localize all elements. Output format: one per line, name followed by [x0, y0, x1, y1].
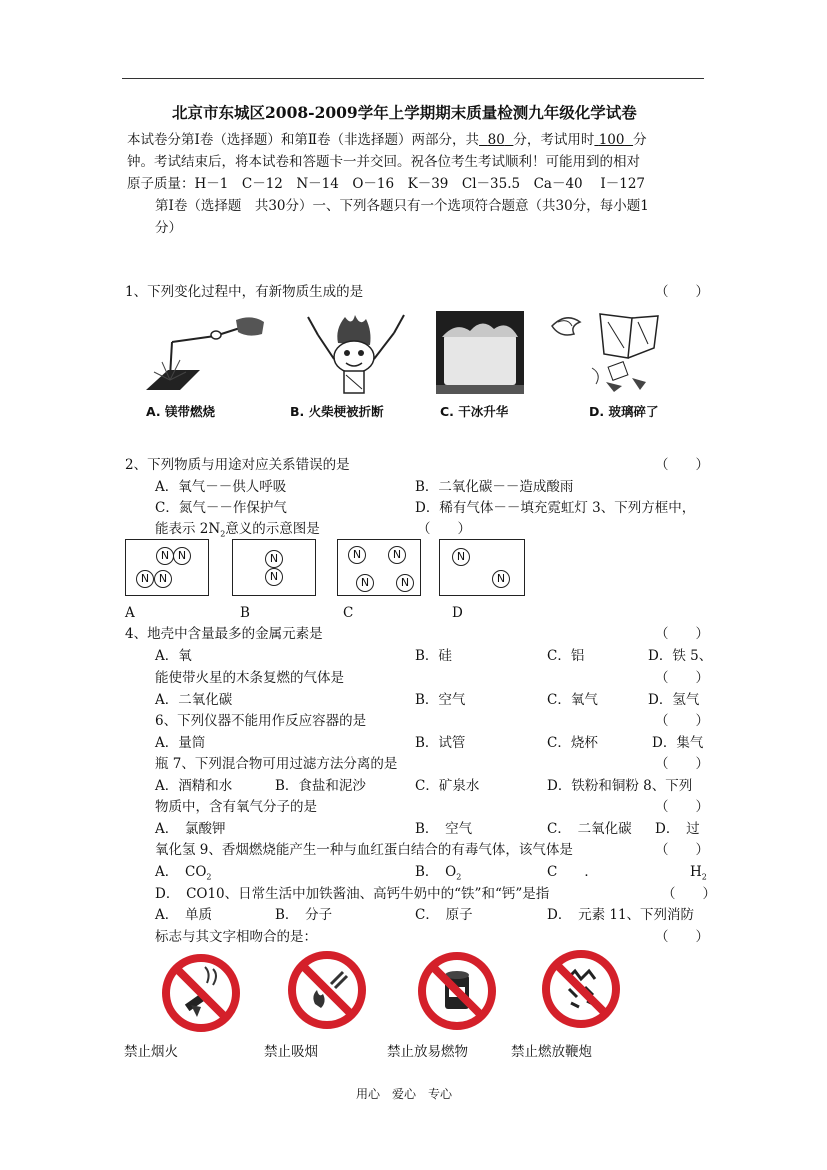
- q5-stem: 能使带火星的木条复燃的气体是: [155, 670, 344, 686]
- q2-option-c: C．氮气－－作保护气: [155, 500, 287, 516]
- q2-option-a: A．氧气－－供人呼吸: [155, 479, 287, 495]
- q3-box-d: N N: [439, 539, 525, 596]
- q5-option-c: C．氧气: [547, 692, 598, 708]
- intro-line-3: 原子质量：H－1 C－12 N－14 O－16 K－39 Cl－35.5 Ca－40 I－127: [127, 176, 646, 192]
- no-smoking-sign-icon: [287, 950, 367, 1030]
- q11-label-2: 禁止吸烟: [264, 1044, 318, 1060]
- q9-paren: （ ）: [655, 842, 709, 858]
- q11-label-3: 禁止放易燃物: [387, 1044, 468, 1060]
- q11-paren: （ ）: [655, 929, 709, 945]
- q4-option-b: B．硅: [415, 648, 452, 664]
- no-flammables-sign-icon: [417, 951, 497, 1031]
- q5-option-d: D．氢气: [648, 692, 700, 708]
- q4-paren: （ ）: [655, 626, 709, 642]
- q10-option-a: A． 单质: [155, 907, 212, 923]
- q3-box-c: N N N N: [337, 539, 421, 596]
- q6-stem: 6、下列仪器不能用作反应容器的是: [155, 713, 367, 729]
- footer-text: 用心 爱心 专心: [356, 1087, 453, 1101]
- q11-label-1: 禁止烟火: [124, 1044, 178, 1060]
- q3-stem: 能表示 $2N_2$意义的示意图是: [155, 521, 320, 539]
- q3-label-d: D: [452, 605, 463, 621]
- q2-option-d: D．稀有气体－－填充霓虹灯 3、下列方框中，: [415, 500, 696, 516]
- q3-box-a: N N N N: [125, 539, 209, 596]
- q7-option-b: B．食盐和泥沙: [275, 778, 366, 794]
- q8-paren: （ ）: [655, 799, 709, 815]
- q3-label-a: A: [125, 605, 135, 621]
- q9-option-b: B． $O_2$: [415, 864, 462, 882]
- no-firecrackers-sign-icon: [541, 949, 621, 1029]
- no-fire-sign-icon: [161, 953, 241, 1033]
- intro-line-5: 分）: [155, 220, 182, 236]
- q2-paren: （ ）: [655, 457, 709, 473]
- glass-breaking-image: [548, 308, 663, 396]
- q9-stem: 氧化氢 9、香烟燃烧能产生一种与血红蛋白结合的有毒气体，该气体是: [155, 842, 573, 858]
- q1-caption-b: B. 火柴梗被折断: [290, 404, 384, 419]
- top-rule: [122, 78, 704, 79]
- intro-line-1: 本试卷分第Ⅰ卷（选择题）和第Ⅱ卷（非选择题）两部分，共 80 分，考试用时 100 分: [127, 132, 647, 148]
- intro-line-4: 第Ⅰ卷（选择题 共30分）一、下列各题只有一个选项符合题意（共30分，每小题1: [155, 198, 649, 214]
- q2-option-b: B．二氧化碳－－造成酸雨: [415, 479, 574, 495]
- q11-stem: 标志与其文字相吻合的是：: [155, 929, 317, 945]
- q6-option-a: A．量筒: [155, 735, 206, 751]
- q1-caption-d: D. 玻璃碎了: [589, 404, 659, 419]
- q5-option-b: B．空气: [415, 692, 466, 708]
- q6-option-c: C．烧杯: [547, 735, 598, 751]
- q4-stem: 4、地壳中含量最多的金属元素是: [125, 626, 323, 642]
- q7-option-d: D．铁粉和铜粉 8、下列: [547, 778, 693, 794]
- q9-option-d: D． CO10、日常生活中加铁酱油、高钙牛奶中的“铁”和“钙”是指: [155, 886, 550, 902]
- q2-stem: 2、下列物质与用途对应关系错误的是: [125, 457, 350, 473]
- q3-label-c: C: [343, 605, 354, 621]
- q7-stem: 瓶 7、下列混合物可用过滤方法分离的是: [155, 756, 398, 772]
- q3-label-b: B: [240, 605, 250, 621]
- q6-paren: （ ）: [655, 713, 709, 729]
- q1-paren: （ ）: [655, 284, 709, 300]
- q1-stem: 1、下列变化过程中，有新物质生成的是: [125, 284, 364, 300]
- q11-label-4: 禁止燃放鞭炮: [511, 1044, 592, 1060]
- page-title: 北京市东城区2008-2009学年上学期期末质量检测九年级化学试卷: [172, 103, 637, 122]
- q1-caption-c: C. 干冰升华: [440, 404, 509, 419]
- q8-stem: 物质中，含有氧气分子的是: [155, 799, 317, 815]
- q10-option-b: B． 分子: [275, 907, 333, 923]
- q8-option-a: A． 氯酸钾: [155, 821, 226, 837]
- q6-option-b: B．试管: [415, 735, 466, 751]
- q7-option-a: A．酒精和水: [155, 778, 233, 794]
- q1-caption-a: A. 镁带燃烧: [146, 404, 216, 419]
- q8-option-d: D． 过: [655, 821, 700, 837]
- q9-option-h2: $H_2$: [690, 864, 707, 882]
- q6-option-d: D．集气: [652, 735, 704, 751]
- q4-option-c: C．铝: [547, 648, 585, 664]
- q4-option-d: D．铁 5、: [648, 648, 713, 664]
- q3-box-b: N N: [232, 539, 316, 596]
- q10-paren: （ ）: [662, 886, 716, 902]
- q10-option-d: D． 元素 11、下列消防: [547, 907, 695, 923]
- q8-option-b: B． 空气: [415, 821, 473, 837]
- magnesium-burning-image: [140, 312, 268, 394]
- q9-option-a: A． $CO_2$: [155, 864, 212, 882]
- q4-option-a: A．氧: [155, 648, 192, 664]
- dry-ice-image: [436, 311, 524, 394]
- q5-paren: （ ）: [655, 670, 709, 686]
- q7-paren: （ ）: [655, 756, 709, 772]
- match-breaking-image: [300, 305, 410, 399]
- intro-line-2: 钟。考试结束后，将本试卷和答题卡一并交回。祝各位考生考试顺利！可能用到的相对: [127, 154, 640, 170]
- q3-paren: （ ）: [417, 521, 471, 537]
- q8-option-c: C． 二氧化碳: [547, 821, 632, 837]
- q7-option-c: C．矿泉水: [415, 778, 480, 794]
- q9-option-c: C ．: [547, 864, 598, 880]
- q10-option-c: C． 原子: [415, 907, 473, 923]
- q5-option-a: A．二氧化碳: [155, 692, 233, 708]
